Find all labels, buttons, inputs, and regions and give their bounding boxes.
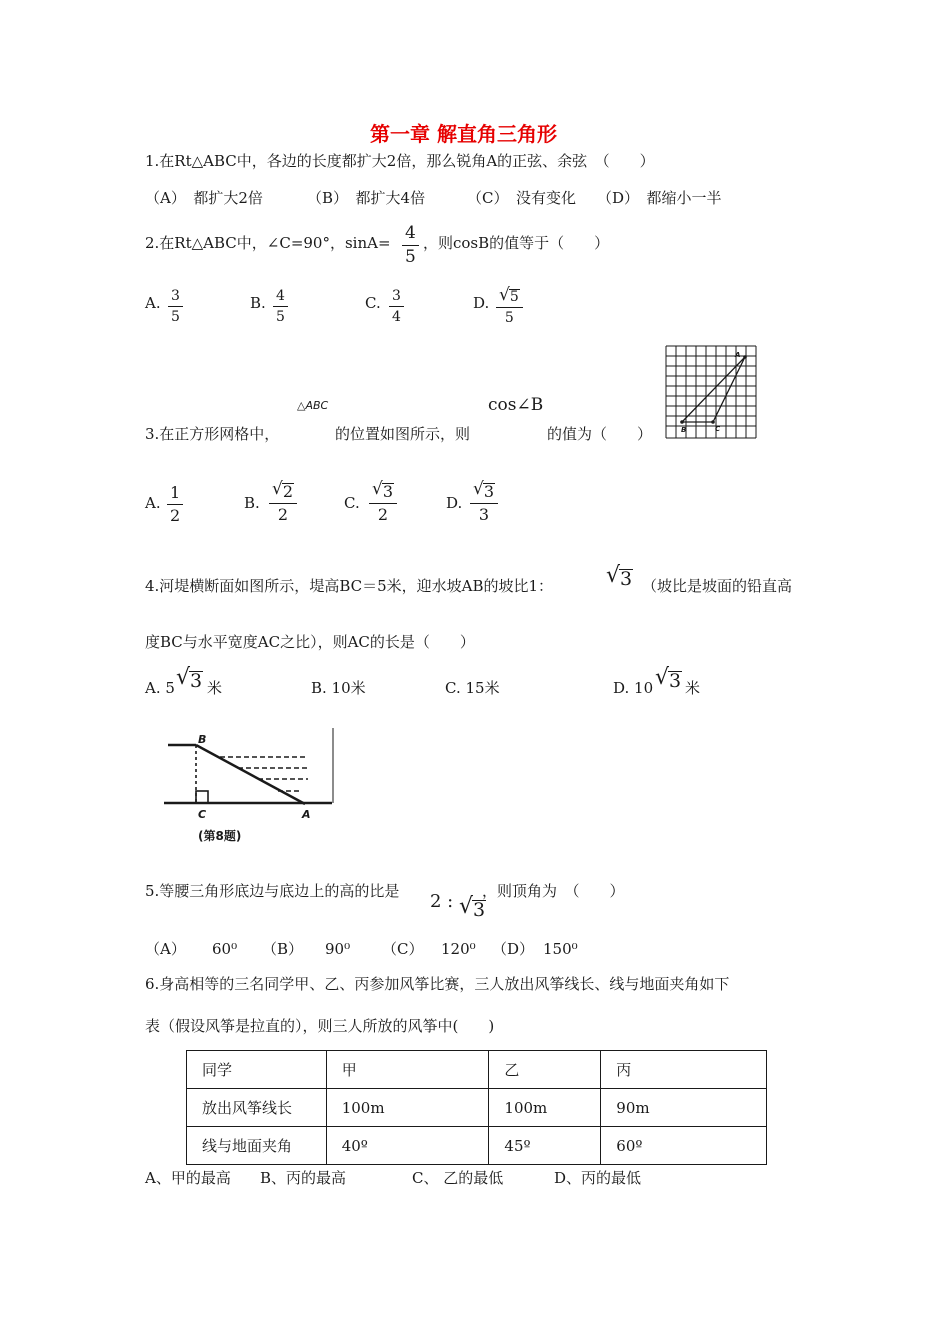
table-row (187, 1051, 767, 1089)
q3-stem-b: 的位置如图所示，则 (335, 425, 471, 443)
q2-opt-d-label: D. (473, 294, 490, 312)
q3-opt-c-rad: 3 (382, 482, 394, 501)
q2-opt-b-label: B. (250, 294, 266, 312)
q1-option-c: （C） 没有变化 (467, 189, 576, 207)
q1-option-a: （A） 都扩大2倍 (145, 189, 263, 207)
q4-opt-a-rad: 3 (190, 670, 203, 692)
q5-opt-b-value: 90⁰ (325, 940, 351, 958)
q4-stem-rad: 3 (620, 568, 633, 590)
table-row (187, 1089, 767, 1127)
q3-opt-c-den: 2 (377, 505, 389, 524)
q2-stem-a: 2.在Rt△ABC中，∠C=90°，sinA= (145, 234, 391, 252)
q2-opt-b-den: 5 (276, 309, 285, 325)
q3-opt-d-den: 3 (478, 505, 490, 524)
q3-opt-c-label: C. (344, 494, 360, 512)
q3-float-triangle: △ABC (297, 399, 329, 412)
q2-sin-den: 5 (405, 247, 416, 267)
q2-opt-b-num: 4 (276, 288, 285, 304)
table-cell: 90m (601, 1089, 767, 1127)
table-cell: 100m (489, 1089, 601, 1127)
q3-opt-b-label: B. (244, 494, 260, 512)
table-cell: 40º (326, 1127, 489, 1165)
table-cell: 同学 (187, 1051, 327, 1089)
q3-stem-a: 3.在正方形网格中， (145, 425, 280, 443)
q4-embankment-figure (160, 728, 340, 856)
q2-sin-fraction (402, 225, 419, 266)
table-cell: 甲 (326, 1051, 489, 1089)
q3-opt-a-frac (167, 485, 183, 524)
q2-sin-num: 4 (405, 223, 416, 243)
q6-kite-table (186, 1050, 767, 1165)
q3-opt-b-frac: √ 2 2 (269, 481, 297, 523)
table-cell: 45º (489, 1127, 601, 1165)
q5-opt-d-label: （D） (492, 940, 535, 958)
q4-stem-c: 度BC与水平宽度AC之比），则AC的长是（ ） (145, 633, 475, 651)
q4-stem-sqrt: √ 3 (606, 563, 633, 590)
q3-grid-figure (664, 344, 760, 440)
embankment-label-b: B (198, 733, 207, 746)
q5-stem-b: ，则顶角为 （ ） (482, 882, 625, 900)
q6-option-a: A、甲的最高 (145, 1169, 231, 1187)
q6-option-d: D、丙的最低 (554, 1169, 642, 1187)
q3-opt-d-label: D. (446, 494, 463, 512)
q2-opt-a-frac (168, 289, 183, 324)
q6-stem-1: 6.身高相等的三名同学甲、乙、丙参加风筝比赛，三人放出风筝线长、线与地面夹角如下 (145, 975, 730, 993)
q6-option-b: B、丙的最高 (260, 1169, 347, 1187)
q5-ratio: 2 : √ 3 (430, 891, 486, 921)
q4-opt-d-sqrt: √ 3 (655, 665, 682, 692)
q5-opt-a-label: （A） (145, 940, 186, 958)
q2-opt-c-den: 4 (392, 309, 401, 325)
q3-opt-b-rad: 2 (282, 482, 294, 501)
q2-opt-a-den: 5 (171, 309, 180, 325)
q5-opt-c-value: 120⁰ (441, 940, 476, 958)
q4-opt-a-label: A. 5 (145, 679, 175, 697)
grid-label-b: B (681, 426, 687, 434)
q4-opt-a-sqrt: √ 3 (176, 665, 203, 692)
q6-option-c: C、 乙的最低 (412, 1169, 504, 1187)
q5-opt-c-label: （C） (382, 940, 424, 958)
q1-stem: 1.在Rt△ABC中，各边的长度都扩大2倍，那么锐角A的正弦、余弦 （ ） (145, 152, 655, 170)
q3-opt-a-label: A. (145, 494, 161, 512)
q4-opt-d-rad: 3 (669, 670, 682, 692)
q3-opt-c-frac: √ 3 2 (369, 481, 397, 523)
q1-option-b: （B） 都扩大4倍 (307, 189, 426, 207)
q3-float-cos: cos∠B (488, 395, 544, 415)
table-cell: 线与地面夹角 (187, 1127, 327, 1165)
q4-opt-d-label: D. 10 (613, 679, 654, 697)
table-row (187, 1127, 767, 1165)
table-cell: 60º (601, 1127, 767, 1165)
q3-opt-d-frac: √ 3 3 (470, 481, 498, 523)
q4-opt-b: B. 10米 (311, 679, 366, 697)
grid-label-c: C (715, 425, 721, 433)
q5-ratio-a: 2 : (430, 891, 459, 912)
embankment-label-c: C (198, 808, 207, 821)
q3-opt-a-num: 1 (170, 483, 181, 502)
q1-option-d: （D） 都缩小一半 (597, 189, 722, 207)
table-cell: 100m (326, 1089, 489, 1127)
q2-opt-a-num: 3 (171, 288, 180, 304)
q6-stem-2: 表（假设风筝是拉直的），则三人所放的风筝中( ) (145, 1017, 495, 1035)
table-cell: 乙 (489, 1051, 601, 1089)
q5-ratio-rad: 3 (473, 899, 486, 921)
q5-opt-d-value: 150⁰ (543, 940, 578, 958)
q2-opt-a-label: A. (145, 294, 161, 312)
q2-opt-c-frac (389, 289, 404, 324)
q2-opt-b-frac (273, 289, 288, 324)
embankment-label-a: A (302, 808, 311, 821)
q3-stem-c: 的值为（ ） (547, 425, 653, 443)
q5-opt-a-value: 60⁰ (212, 940, 238, 958)
q2-opt-d-frac: √ 5 5 (496, 287, 523, 325)
grid-label-a: A (735, 351, 741, 359)
q4-opt-c: C. 15米 (445, 679, 500, 697)
table-cell: 放出风筝线长 (187, 1089, 327, 1127)
q3-opt-b-den: 2 (277, 505, 289, 524)
q4-stem-b: （坡比是坡面的铅直高 (642, 577, 793, 595)
q2-opt-c-num: 3 (392, 288, 401, 304)
q2-opt-c-label: C. (365, 294, 381, 312)
embankment-caption: (第8题) (198, 829, 242, 843)
q4-opt-d-unit: 米 (685, 679, 701, 697)
q3-opt-a-den: 2 (170, 506, 181, 525)
q5-stem-a: 5.等腰三角形底边与底边上的高的比是 (145, 882, 400, 900)
q3-opt-d-rad: 3 (483, 482, 495, 501)
table-cell: 丙 (601, 1051, 767, 1089)
page-title: 第一章 解直角三角形 (370, 122, 557, 146)
q2-opt-d-rad: 5 (509, 289, 519, 305)
q4-opt-a-unit: 米 (207, 679, 223, 697)
q4-stem-a: 4.河堤横断面如图所示，堤高BC＝5米，迎水坡AB的坡比1： (145, 577, 554, 595)
q2-opt-d-den: 5 (504, 310, 514, 326)
q2-stem-b: ，则cosB的值等于（ ） (423, 234, 610, 252)
q5-opt-b-label: （B） (262, 940, 304, 958)
